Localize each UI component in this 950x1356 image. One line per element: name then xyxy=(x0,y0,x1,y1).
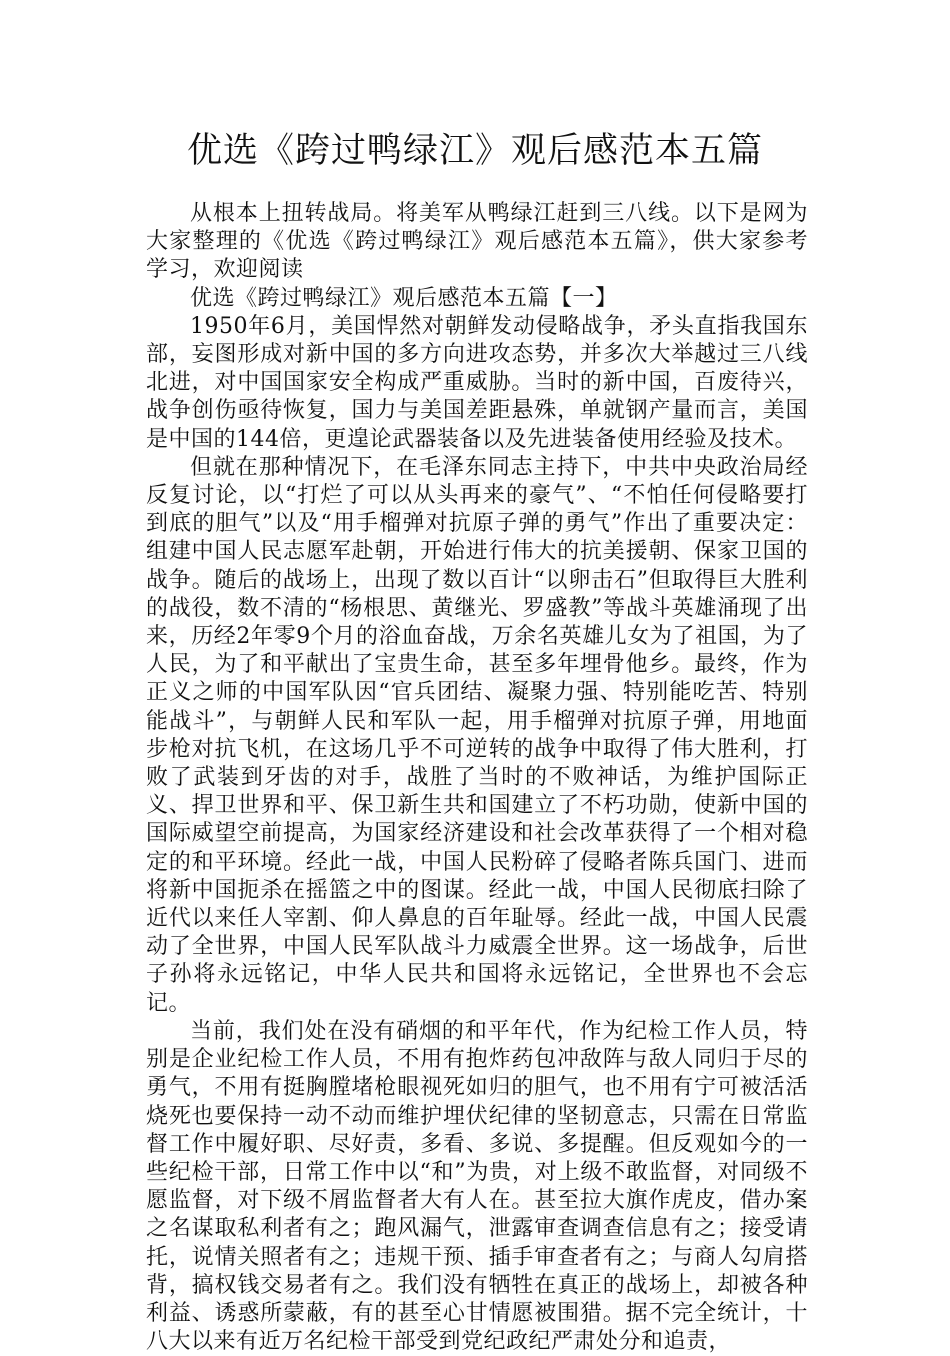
document-title: 优选《跨过鸭绿江》观后感范本五篇 xyxy=(186,131,763,171)
body-paragraph: 当前，我们处在没有硝烟的和平年代，作为纪检工作人员，特别是企业纪检工作人员，不用有抱炸药包冲敌阵与敌人同归于尽的勇气，不用有挺胸膛堵枪眼视死如归的胆气，也不用有宁可被活活烧死也要保持一动不动而维护埋伏纪律的坚韧意志，只需在日常监督工作中履好职、尽好责，多看、多说、多提醒。但反观如今的一些纪检干部，日常工作中以“和”为贵，对上级不敢监督，对同级不愿监督，对下级不屑监督者大有人在。甚至拉大旗作虎皮，借办案之名谋取私利者有之；跑风漏气，泄露审查调查信息有之；接受请托，说情关照者有之；违规干预、插手审查者有之；与商人勾肩搭背，搞权钱交易者有之。我们没有牺牲在真正的战场上，却被各种利益、诱惑所蒙蔽，有的甚至心甘情愿被围猎。据不完全统计，十八大以来有近万名纪检干部受到党纪政纪严肃处分和追责， xyxy=(146,1018,808,1355)
intro-paragraph: 从根本上扭转战局。将美军从鸭绿江赶到三八线。以下是网为大家整理的《优选《跨过鸭绿江》观后感范本五篇》，供大家参考学习，欢迎阅读 xyxy=(146,201,808,283)
section-heading: 优选《跨过鸭绿江》观后感范本五篇【一】 xyxy=(190,285,618,311)
body-paragraph: 但就在那种情况下，在毛泽东同志主持下，中共中央政治局经反复讨论，以“打烂了可以从头再来的豪气”、“不怕任何侵略要打到底的胆气”以及“用手榴弹对抗原子弹的勇气”作出了重要决定：组建中国人民志愿军赴朝，开始进行伟大的抗美援朝、保家卫国的战争。随后的战场上，出现了数以百计“以卵击石”但取得巨大胜利的战役，数不清的“杨根思、黄继光、罗盛教”等战斗英雄涌现了出来，历经2年零9个月的浴血奋战，万余名英雄儿女为了祖国，为了人民，为了和平献出了宝贵生命，甚至多年埋骨他乡。最终，作为正义之师的中国军队因“官兵团结、凝聚力强、特别能吃苦、特别能战斗”，与朝鲜人民和军队一起，用手榴弹对抗原子弹，用地面步枪对抗飞机，在这场几乎不可逆转的战争中取得了伟大胜利，打败了武装到牙齿的对手，战胜了当时的不败神话，为维护国际正义、捍卫世界和平、保卫新生共和国建立了不朽功勋，使新中国的国际威望空前提高，为国家经济建设和社会改革获得了一个相对稳定的和平环境。经此一战，中国人民粉碎了侵略者陈兵国门、进而将新中国扼杀在摇篮之中的图谋。经此一战，中国人民彻底扫除了近代以来任人宰割、仰人鼻息的百年耻辱。经此一战，中国人民震动了全世界，中国人民军队战斗力威震全世界。这一场战争，后世子孙将永远铭记，中华人民共和国将永远铭记，全世界也不会忘记。 xyxy=(146,454,808,1016)
document-body xyxy=(146,200,808,1356)
body-paragraph: 1950年6月，美国悍然对朝鲜发动侵略战争，矛头直指我国东部，妄图形成对新中国的多方向进攻态势，并多次大举越过三八线北进，对中国国家安全构成严重威胁。当时的新中国，百废待兴，战争创伤亟待恢复，国力与美国差距悬殊，单就钢产量而言，美国是中国的144倍，更遑论武器装备以及先进装备使用经验及技术。 xyxy=(146,313,808,452)
